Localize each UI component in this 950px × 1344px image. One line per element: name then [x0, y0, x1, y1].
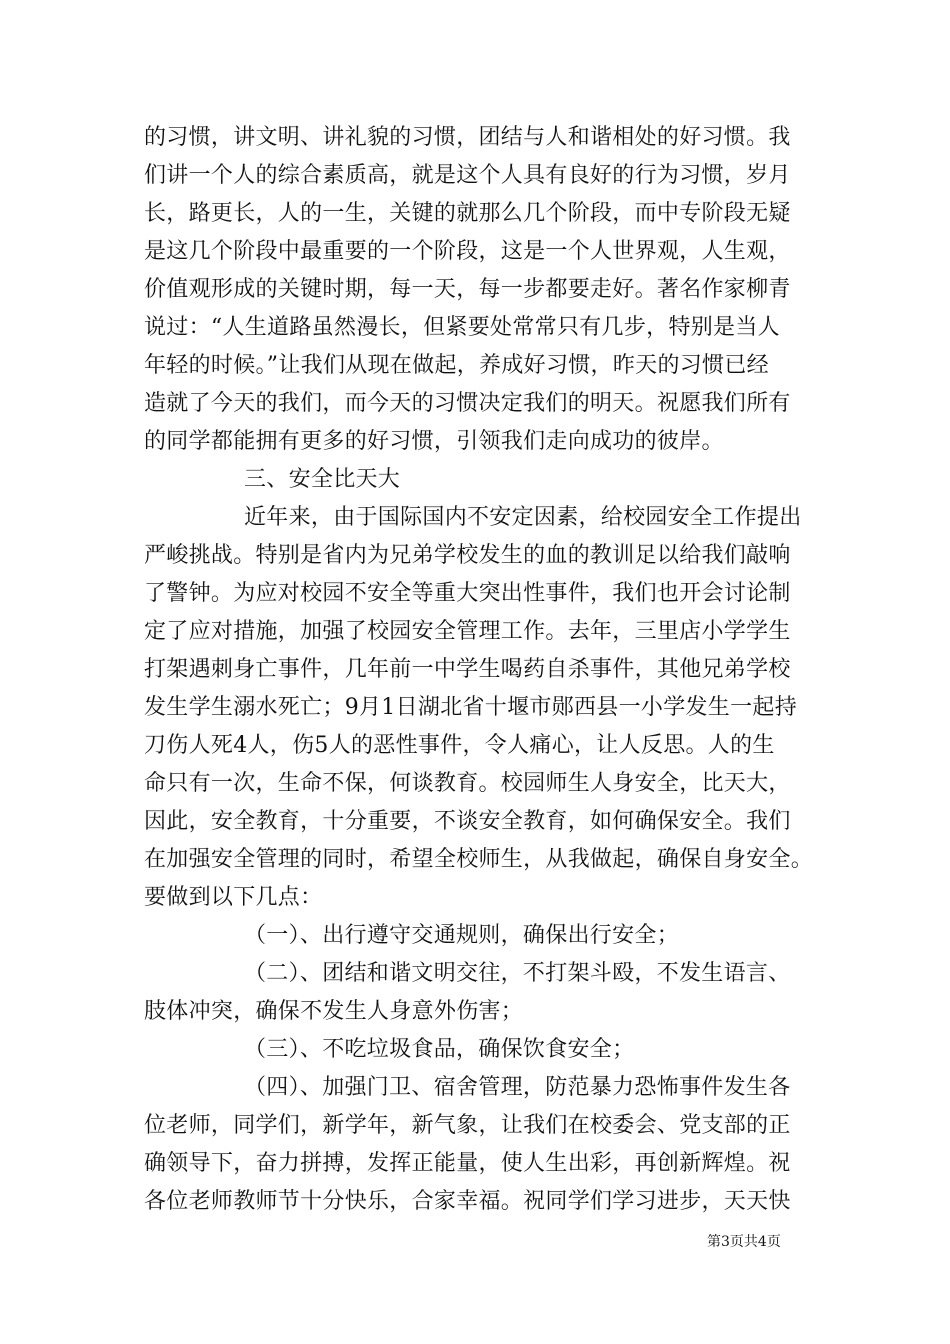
body-text-line: 因此，安全教育，十分重要，不谈安全教育，如何确保安全。我们	[144, 809, 791, 834]
body-text-line: 位老师，同学们，新学年，新气象，让我们在校委会、党支部的正	[144, 1113, 791, 1138]
list-item: （一）、出行遵守交通规则，确保出行安全；	[244, 923, 680, 948]
body-text-line: 的习惯，讲文明、讲礼貌的习惯，团结与人和谐相处的好习惯。我	[144, 125, 791, 150]
list-item: （三）、不吃垃圾食品，确保饮食安全；	[244, 1037, 635, 1062]
body-text-line: 肢体冲突，确保不发生人身意外伤害；	[144, 999, 524, 1024]
body-text-line: 造就了今天的我们，而今天的习惯决定我们的明天。祝愿我们所有	[144, 391, 791, 416]
body-text-line: 们讲一个人的综合素质高，就是这个人具有良好的行为习惯，岁月	[144, 163, 791, 188]
body-text-line: 的同学都能拥有更多的好习惯，引领我们走向成功的彼岸。	[144, 429, 724, 454]
page-number: 第3页共4页	[707, 1234, 781, 1250]
body-text-line: 在加强安全管理的同时，希望全校师生，从我做起，确保自身安全。	[144, 847, 814, 872]
body-text-line: 刀伤人死4人，伤5人的恶性事件，令人痛心，让人反思。人的生	[144, 733, 775, 758]
body-text-line: 近年来，由于国际国内不安定因素，给校园安全工作提出	[244, 505, 802, 530]
body-text-line: 定了应对措施，加强了校园安全管理工作。去年，三里店小学学生	[144, 619, 791, 644]
body-text-line: 要做到以下几点：	[144, 885, 323, 910]
section-heading: 三、安全比天大	[244, 467, 401, 492]
body-text-line: 了警钟。为应对校园不安全等重大突出性事件，我们也开会讨论制	[144, 581, 791, 606]
body-text-line: 确领导下，奋力拼搏，发挥正能量，使人生出彩，再创新辉煌。祝	[144, 1151, 791, 1176]
body-text-line: 说过：“人生道路虽然漫长，但紧要处常常只有几步，特别是当人	[144, 315, 780, 340]
body-text-line: 年轻的时候。”让我们从现在做起，养成好习惯，昨天的习惯已经	[144, 353, 769, 378]
list-item: （四）、加强门卫、宿舍管理，防范暴力恐怖事件发生各	[244, 1075, 791, 1100]
body-text-line: 发生学生溺水死亡；9月1日湖北省十堰市郧西县一小学发生一起持	[144, 695, 797, 720]
body-text-line: 命只有一次，生命不保，何谈教育。校园师生人身安全，比天大，	[144, 771, 791, 796]
body-text-line: 打架遇刺身亡事件，几年前一中学生喝药自杀事件，其他兄弟学校	[144, 657, 791, 682]
body-text-line: 价值观形成的关键时期，每一天，每一步都要走好。著名作家柳青	[144, 277, 791, 302]
body-text-line: 各位老师教师节十分快乐，合家幸福。祝同学们学习进步，天天快	[144, 1189, 791, 1214]
body-text-line: 严峻挑战。特别是省内为兄弟学校发生的血的教训足以给我们敲响	[144, 543, 791, 568]
list-item: （二）、团结和谐文明交往，不打架斗殴，不发生语言、	[244, 961, 791, 986]
body-text-line: 是这几个阶段中最重要的一个阶段，这是一个人世界观，人生观，	[144, 239, 791, 264]
body-text-line: 长，路更长，人的一生，关键的就那么几个阶段，而中专阶段无疑	[144, 201, 791, 226]
